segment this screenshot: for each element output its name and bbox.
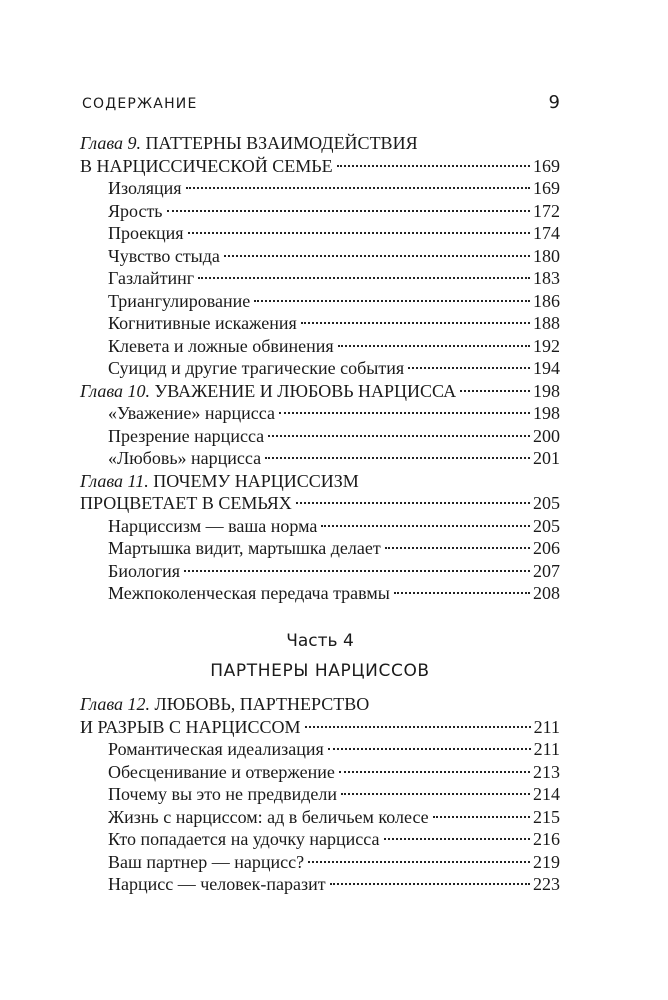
chapter-prefix: Глава 9.: [80, 133, 142, 153]
toc-entry: [80, 537, 560, 560]
leader-dots: [321, 525, 530, 527]
toc-entry-label: Обесценивание и отвержение: [108, 761, 335, 782]
toc-entry: [80, 402, 560, 425]
toc-page-number: 188: [533, 313, 560, 333]
running-head: [82, 92, 560, 116]
toc-entry: [80, 873, 560, 896]
chapter-title: ПАТТЕРНЫ ВЗАИМОДЕЙСТВИЯ: [145, 133, 418, 153]
toc-entry-label: Триангулирование: [108, 290, 251, 311]
toc-entry: [80, 738, 560, 761]
toc-chapter-heading-cont: [80, 155, 560, 178]
toc-page-number: 216: [533, 829, 560, 849]
leader-dots: [385, 547, 530, 549]
toc-page-number: 192: [533, 335, 560, 356]
part-title: ПАРТНЕРЫ НАРЦИССОВ: [210, 661, 430, 681]
toc-entry: [80, 425, 560, 448]
toc-page-number: 194: [533, 358, 560, 378]
chapter-prefix: Глава 12.: [80, 694, 151, 714]
chapter-prefix: Глава 10.: [80, 380, 151, 401]
part-number: Часть 4: [286, 631, 354, 651]
chapter-title: ЛЮБОВЬ, ПАРТНЕРСТВО: [154, 694, 370, 714]
toc-chapter-heading: [80, 693, 560, 716]
leader-dots: [167, 210, 530, 212]
leader-dots: [198, 277, 530, 279]
leader-dots: [339, 771, 530, 773]
toc-entry: [80, 200, 560, 223]
chapter-title-cont: ПРОЦВЕТАЕТ В СЕМЬЯХ: [80, 493, 292, 513]
toc-chapter-heading: [80, 132, 560, 155]
toc-entry-label: Изоляция: [108, 178, 182, 198]
toc-entry: [80, 177, 560, 200]
toc-page-number: 201: [533, 448, 560, 468]
toc-page-number: 198: [533, 380, 560, 401]
toc-entry-label: Газлайтинг: [108, 268, 195, 288]
toc-entry-label: Мартышка видит, мартышка делает: [108, 538, 381, 558]
leader-dots: [394, 592, 530, 594]
leader-dots: [279, 412, 530, 414]
leader-dots: [337, 165, 530, 167]
toc-page-number: 205: [533, 493, 560, 513]
chapter-title: ПОЧЕМУ НАРЦИССИЗМ: [153, 470, 359, 491]
toc-entry-label: Межпоколенческая передача травмы: [108, 583, 390, 603]
toc-page-number: 213: [533, 761, 560, 782]
leader-dots: [305, 726, 531, 728]
page-number: 9: [548, 92, 560, 113]
toc-entry: [80, 828, 560, 851]
toc-entry-label: Биология: [108, 560, 181, 581]
toc-page-number: 211: [533, 739, 560, 759]
leader-dots: [265, 457, 530, 459]
toc-entry-label: Нарциссизм — ваша норма: [108, 515, 318, 536]
table-of-contents-part4: [80, 693, 560, 896]
toc-page-number: 219: [533, 851, 560, 872]
toc-entry: [80, 582, 560, 605]
toc-entry: [80, 851, 560, 874]
toc-entry: [80, 515, 560, 538]
toc-entry: [80, 806, 560, 829]
toc-page-number: 206: [533, 538, 560, 558]
toc-entry-label: Ярость: [108, 200, 163, 221]
toc-page-number: 174: [533, 223, 560, 243]
leader-dots: [338, 345, 530, 347]
toc-entry-label: Нарцисс — человек-паразит: [108, 874, 326, 894]
leader-dots: [224, 255, 530, 257]
toc-entry-label: Кто попадается на удочку нарцисса: [108, 829, 380, 849]
leader-dots: [308, 861, 530, 863]
leader-dots: [384, 838, 531, 840]
toc-page-number: 198: [533, 403, 560, 423]
running-head-title: СОДЕРЖАНИЕ: [82, 96, 198, 112]
toc-entry-label: Клевета и ложные обвинения: [108, 335, 334, 356]
toc-entry: [80, 312, 560, 335]
toc-page-number: 223: [533, 874, 560, 894]
chapter-prefix: Глава 11.: [80, 470, 149, 491]
toc-page-number: 186: [533, 290, 560, 311]
toc-chapter-heading: [80, 470, 560, 493]
toc-entry: [80, 290, 560, 313]
chapter-title-cont: В НАРЦИССИЧЕСКОЙ СЕМЬЕ: [80, 155, 333, 176]
leader-dots: [186, 187, 530, 189]
toc-entry-label: Проекция: [108, 223, 184, 243]
toc-entry-label: Жизнь с нарциссом: ад в беличьем колесе: [108, 806, 429, 827]
toc-page-number: 183: [533, 268, 560, 288]
toc-page-number: 208: [533, 583, 560, 603]
toc-entry: [80, 335, 560, 358]
toc-entry: [80, 761, 560, 784]
leader-dots: [330, 883, 530, 885]
toc-page-number: 214: [533, 784, 560, 804]
toc-chapter-heading-cont: [80, 492, 560, 515]
leader-dots: [184, 570, 530, 572]
toc-page-number: 200: [533, 425, 560, 446]
toc-entry: [80, 560, 560, 583]
toc-page-number: 169: [533, 178, 560, 198]
leader-dots: [254, 300, 530, 302]
leader-dots: [433, 816, 530, 818]
toc-page-number: 207: [533, 560, 560, 581]
toc-entry: [80, 447, 560, 470]
leader-dots: [460, 390, 530, 392]
toc-chapter-heading-cont: [80, 716, 560, 739]
toc-entry-label: Романтическая идеализация: [108, 739, 324, 759]
toc-entry-label: Когнитивные искажения: [108, 313, 297, 333]
toc-entry: [80, 783, 560, 806]
chapter-title-cont: И РАЗРЫВ С НАРЦИССОМ: [80, 716, 301, 737]
toc-page-number: 180: [533, 245, 560, 266]
leader-dots: [301, 322, 530, 324]
toc-page-number: 215: [533, 806, 560, 827]
toc-entry-label: Ваш партнер — нарцисс?: [108, 851, 305, 872]
toc-entry-label: Суицид и другие трагические события: [108, 358, 405, 378]
toc-entry: [80, 267, 560, 290]
chapter-title: УВАЖЕНИЕ И ЛЮБОВЬ НАРЦИССА: [154, 380, 457, 401]
toc-page-number: 172: [533, 200, 560, 221]
toc-page-number: 169: [533, 155, 560, 176]
toc-entry-label: Чувство стыда: [108, 245, 220, 266]
leader-dots: [268, 435, 530, 437]
leader-dots: [296, 502, 530, 504]
toc-page-number: 211: [533, 716, 560, 737]
toc-entry-label: «Уважение» нарцисса: [108, 403, 275, 423]
toc-page-number: 205: [533, 515, 560, 536]
leader-dots: [188, 232, 531, 234]
toc-entry-label: «Любовь» нарцисса: [108, 448, 262, 468]
leader-dots: [408, 367, 530, 369]
toc-entry-label: Презрение нарцисса: [108, 425, 265, 446]
table-of-contents: [80, 132, 560, 605]
leader-dots: [328, 748, 531, 750]
toc-chapter-heading: [80, 380, 560, 403]
toc-entry-label: Почему вы это не предвидели: [108, 784, 337, 804]
toc-entry: [80, 222, 560, 245]
toc-entry: [80, 245, 560, 268]
leader-dots: [341, 793, 530, 795]
toc-entry: [80, 357, 560, 380]
